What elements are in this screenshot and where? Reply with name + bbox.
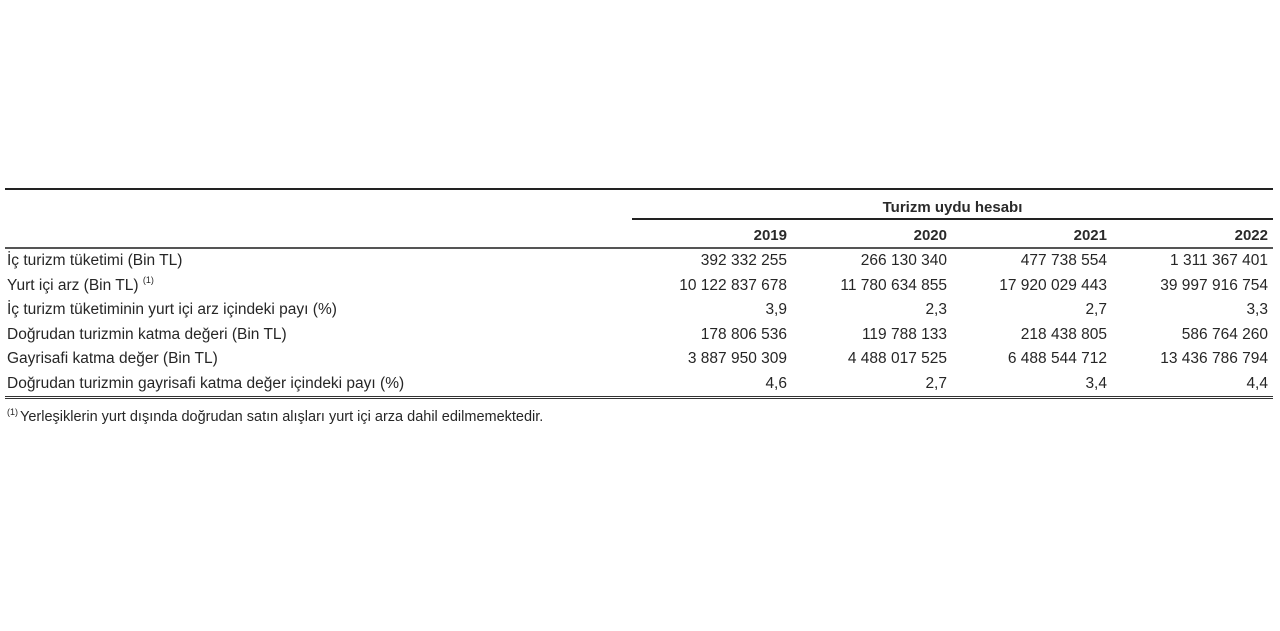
row-label-text: İç turizm tüketiminin yurt içi arz içindeki payı (%) xyxy=(7,301,337,319)
cell-value: 4,6 xyxy=(632,372,792,398)
row-label xyxy=(5,323,632,348)
table-footnote xyxy=(5,409,1273,425)
cell-value: 3 887 950 309 xyxy=(687,350,787,368)
column-header-label xyxy=(5,220,632,248)
cell-value: 2,3 xyxy=(925,301,947,319)
cell-value: 2,7 xyxy=(792,372,952,398)
row-label-text: Gayrisafi katma değer (Bin TL) xyxy=(7,350,218,368)
table-row xyxy=(5,323,1273,348)
cell-value: 11 780 634 855 xyxy=(840,276,947,294)
row-label xyxy=(5,372,632,398)
table-row xyxy=(5,298,1273,323)
row-label-text: Doğrudan turizmin gayrisafi katma değer içindeki payı (%) xyxy=(7,374,405,392)
group-header-rule xyxy=(632,218,1273,220)
header-row xyxy=(5,220,1273,248)
footnote-marker: (1) xyxy=(142,274,154,285)
cell-value: 4 488 017 525 xyxy=(847,350,947,368)
cell-value: 3,3 xyxy=(1246,301,1268,319)
tourism-satellite-account-table xyxy=(5,188,1273,425)
column-header-2021: 2021 xyxy=(952,220,1112,248)
data-table xyxy=(5,220,1273,399)
cell-value: 6 488 544 712 xyxy=(1007,350,1107,368)
column-header-2022: 2022 xyxy=(1112,220,1273,248)
footnote-text: Yerleşiklerin yurt dışında doğrudan satın alışları yurt içi arza dahil edilmemektedir. xyxy=(20,409,544,425)
row-label xyxy=(5,248,632,274)
cell-value: 17 920 029 443 xyxy=(999,276,1107,294)
cell-value: 3,4 xyxy=(952,372,1112,398)
row-label xyxy=(5,347,632,372)
cell-value: 39 997 916 754 xyxy=(1160,276,1268,294)
table-row xyxy=(5,274,1273,299)
footnote-marker: (1) xyxy=(7,407,18,417)
cell-value: 218 438 805 xyxy=(1020,325,1107,343)
column-header-2019: 2019 xyxy=(632,220,792,248)
column-header-2020: 2020 xyxy=(792,220,952,248)
cell-value: 586 764 260 xyxy=(1181,325,1268,343)
cell-value: 266 130 340 xyxy=(860,252,947,270)
cell-value: 4,4 xyxy=(1112,372,1273,398)
table-row xyxy=(5,248,1273,274)
row-label-text: İç turizm tüketimi (Bin TL) xyxy=(7,252,183,270)
cell-value: 10 122 837 678 xyxy=(679,276,787,294)
row-label xyxy=(5,274,632,299)
group-header-title: Turizm uydu hesabı xyxy=(882,199,1023,216)
row-label-text: Yurt içi arz (Bin TL) xyxy=(7,276,139,294)
cell-value: 3,9 xyxy=(765,301,787,319)
table-row xyxy=(5,347,1273,372)
cell-value: 119 788 133 xyxy=(861,325,947,343)
row-label xyxy=(5,298,632,323)
cell-value: 1 311 367 401 xyxy=(1170,252,1268,270)
cell-value: 477 738 554 xyxy=(1020,252,1107,270)
row-label-text: Doğrudan turizmin katma değeri (Bin TL) xyxy=(7,325,287,343)
table-row xyxy=(5,372,1273,398)
cell-value: 13 436 786 794 xyxy=(1160,350,1268,368)
cell-value: 2,7 xyxy=(1085,301,1107,319)
cell-value: 178 806 536 xyxy=(700,325,787,343)
cell-value: 392 332 255 xyxy=(700,252,787,270)
group-header xyxy=(5,190,1273,220)
